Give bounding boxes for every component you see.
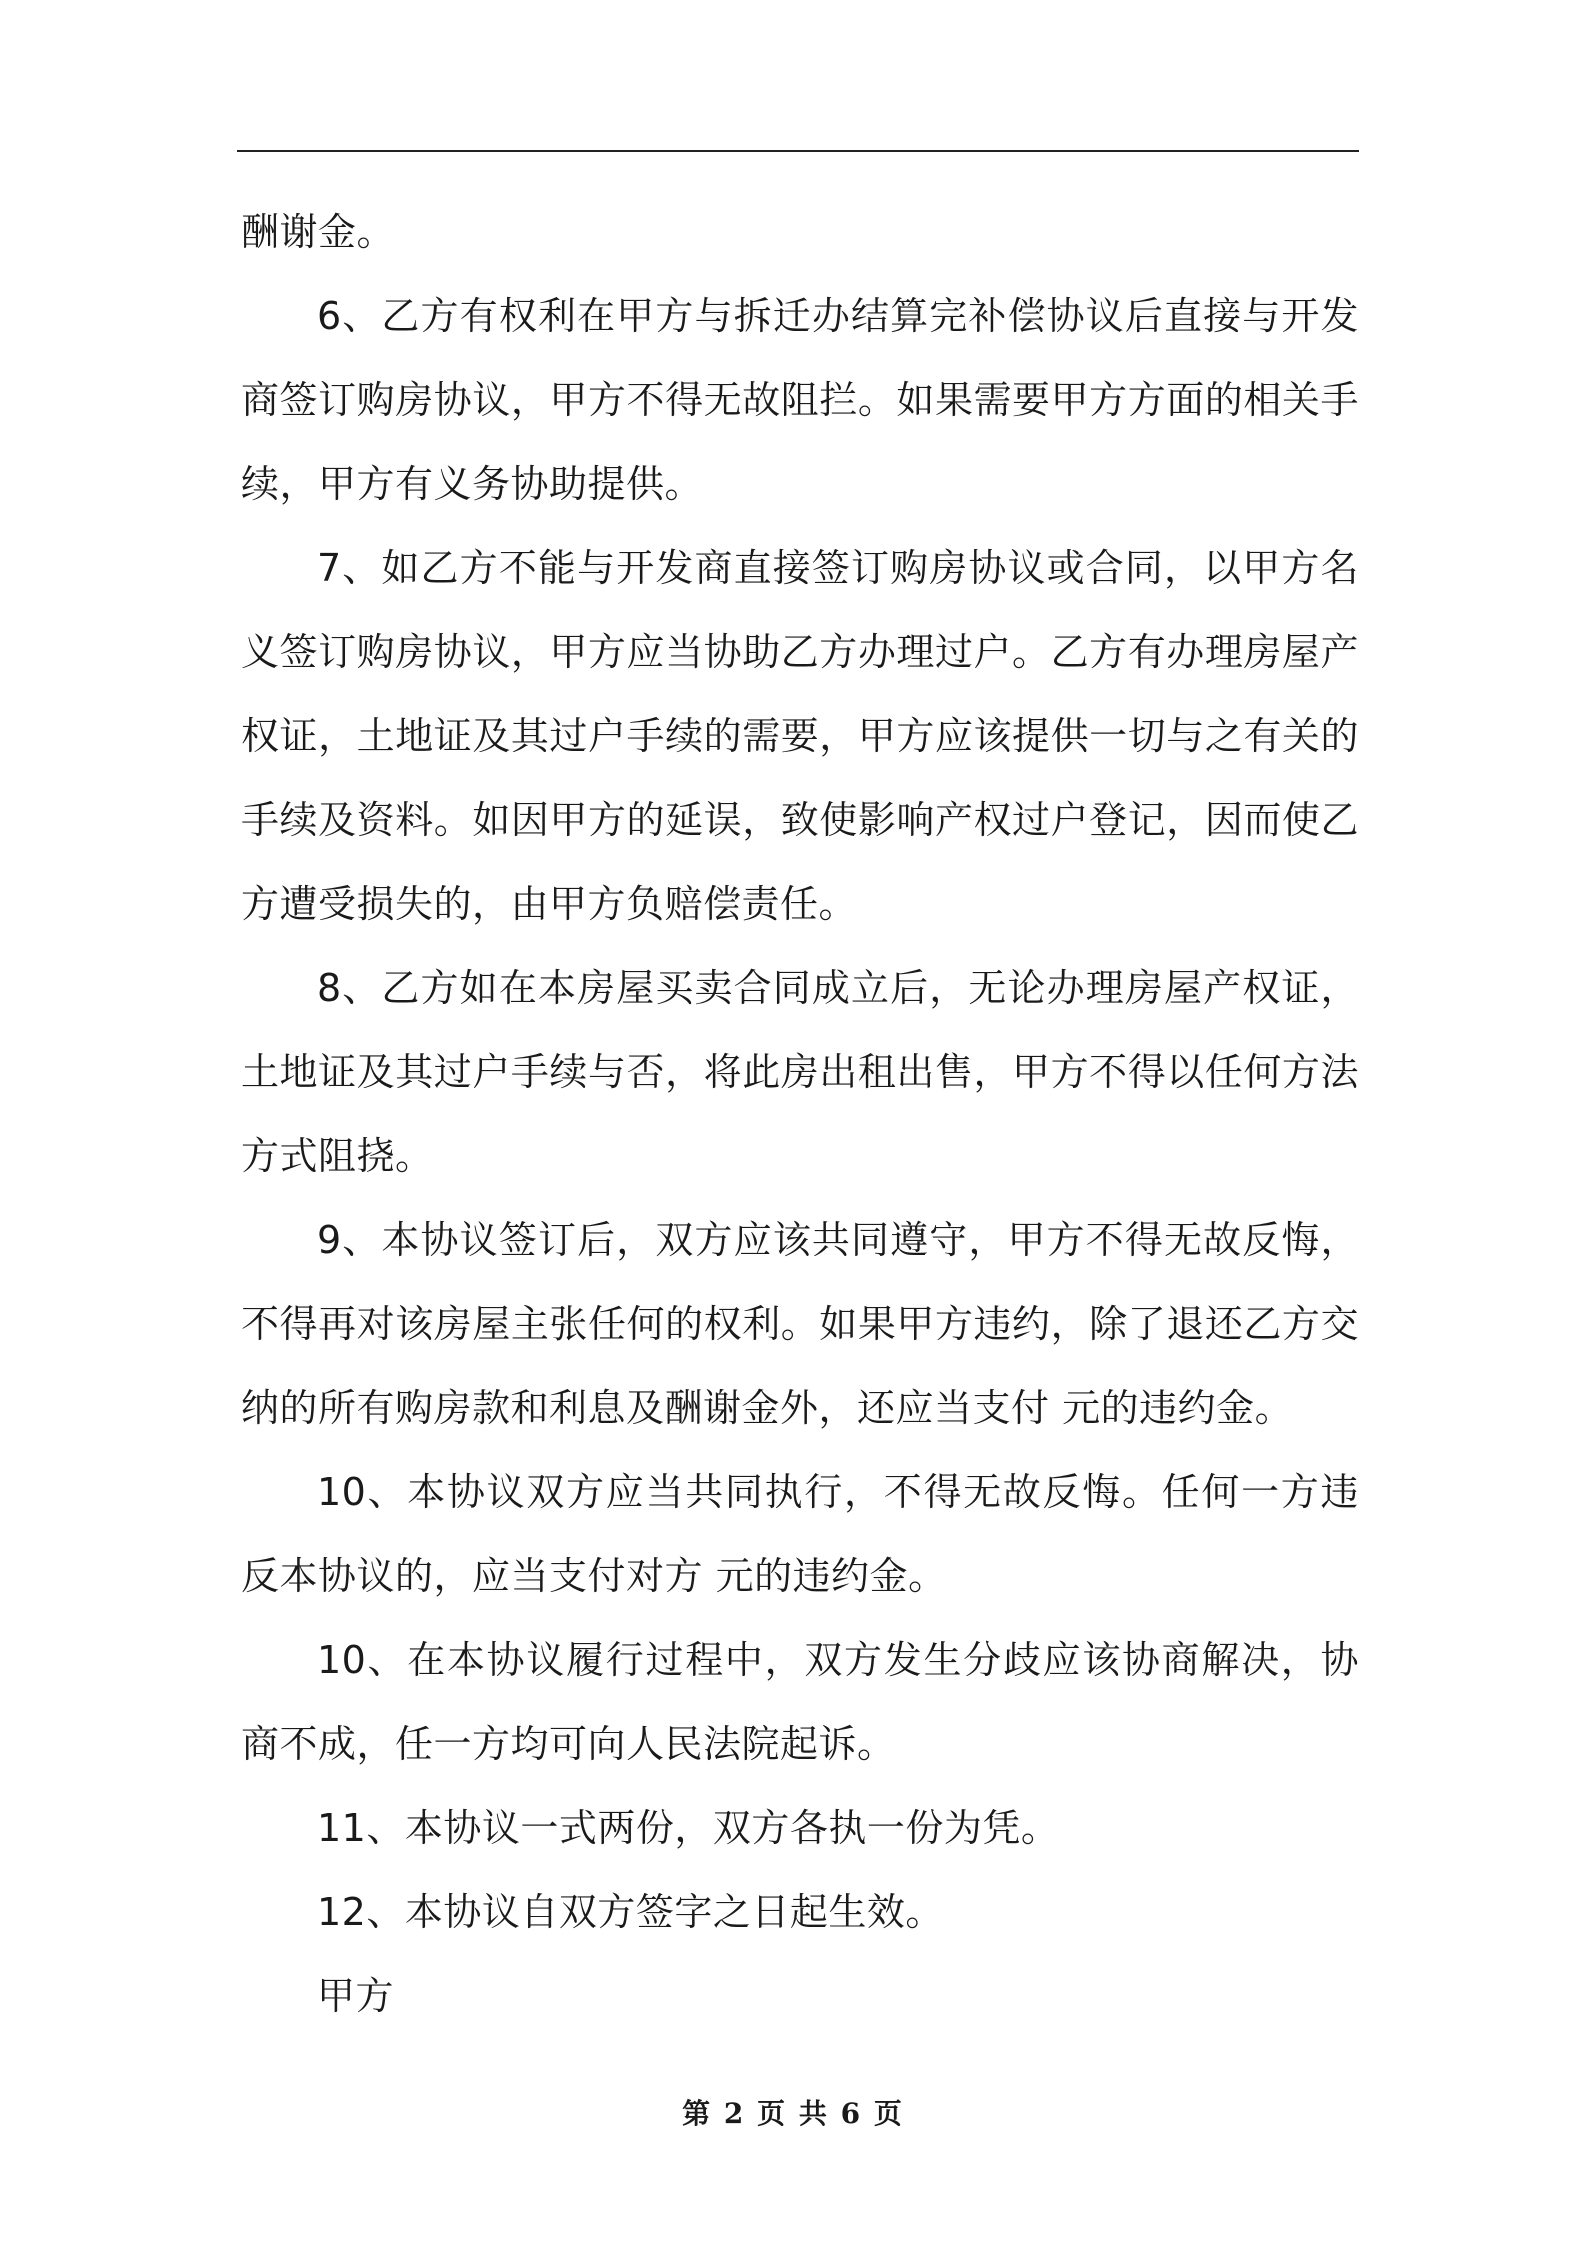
paragraph: 12、本协议自双方签字之日起生效。 — [317, 1890, 944, 1934]
paragraph: 甲方 — [317, 1974, 395, 2018]
paragraph: 9、本协议签订后，双方应该共同遵守，甲方不得无故反悔，不得再对该房屋主张任何的权利。如果甲方违约，除了退还乙方交纳的所有购房款和利息及酬谢金外，还应当支付 元的违约金。 — [241, 1218, 1359, 1430]
paragraph: 10、本协议双方应当共同执行，不得无故反悔。任何一方违反本协议的，应当支付对方 元的违约金。 — [241, 1470, 1359, 1598]
paragraph: 7、如乙方不能与开发商直接签订购房协议或合同，以甲方名义签订购房协议，甲方应当协助乙方办理过户。乙方有办理房屋产权证，土地证及其过户手续的需要，甲方应该提供一切与之有关的手续及资料。如因甲方的延误，致使影响产权过户登记，因而使乙方遭受损失的，由甲方负赔偿责任。 — [241, 546, 1359, 926]
header-rule — [237, 150, 1359, 152]
paragraph: 11、本协议一式两份，双方各执一份为凭。 — [317, 1806, 1060, 1850]
paragraph: 10、在本协议履行过程中，双方发生分歧应该协商解决，协商不成，任一方均可向人民法院起诉。 — [241, 1638, 1359, 1766]
page-number-footer: 第 2 页 共 6 页 — [682, 2097, 904, 2130]
paragraph: 8、乙方如在本房屋买卖合同成立后，无论办理房屋产权证，土地证及其过户手续与否，将此房出租出售，甲方不得以任何方法方式阻挠。 — [241, 966, 1359, 1178]
paragraph: 酬谢金。 — [241, 210, 396, 254]
document-body — [241, 190, 1359, 2038]
paragraph: 6、乙方有权利在甲方与拆迁办结算完补偿协议后直接与开发商签订购房协议，甲方不得无故阻拦。如果需要甲方方面的相关手续，甲方有义务协助提供。 — [241, 294, 1359, 506]
